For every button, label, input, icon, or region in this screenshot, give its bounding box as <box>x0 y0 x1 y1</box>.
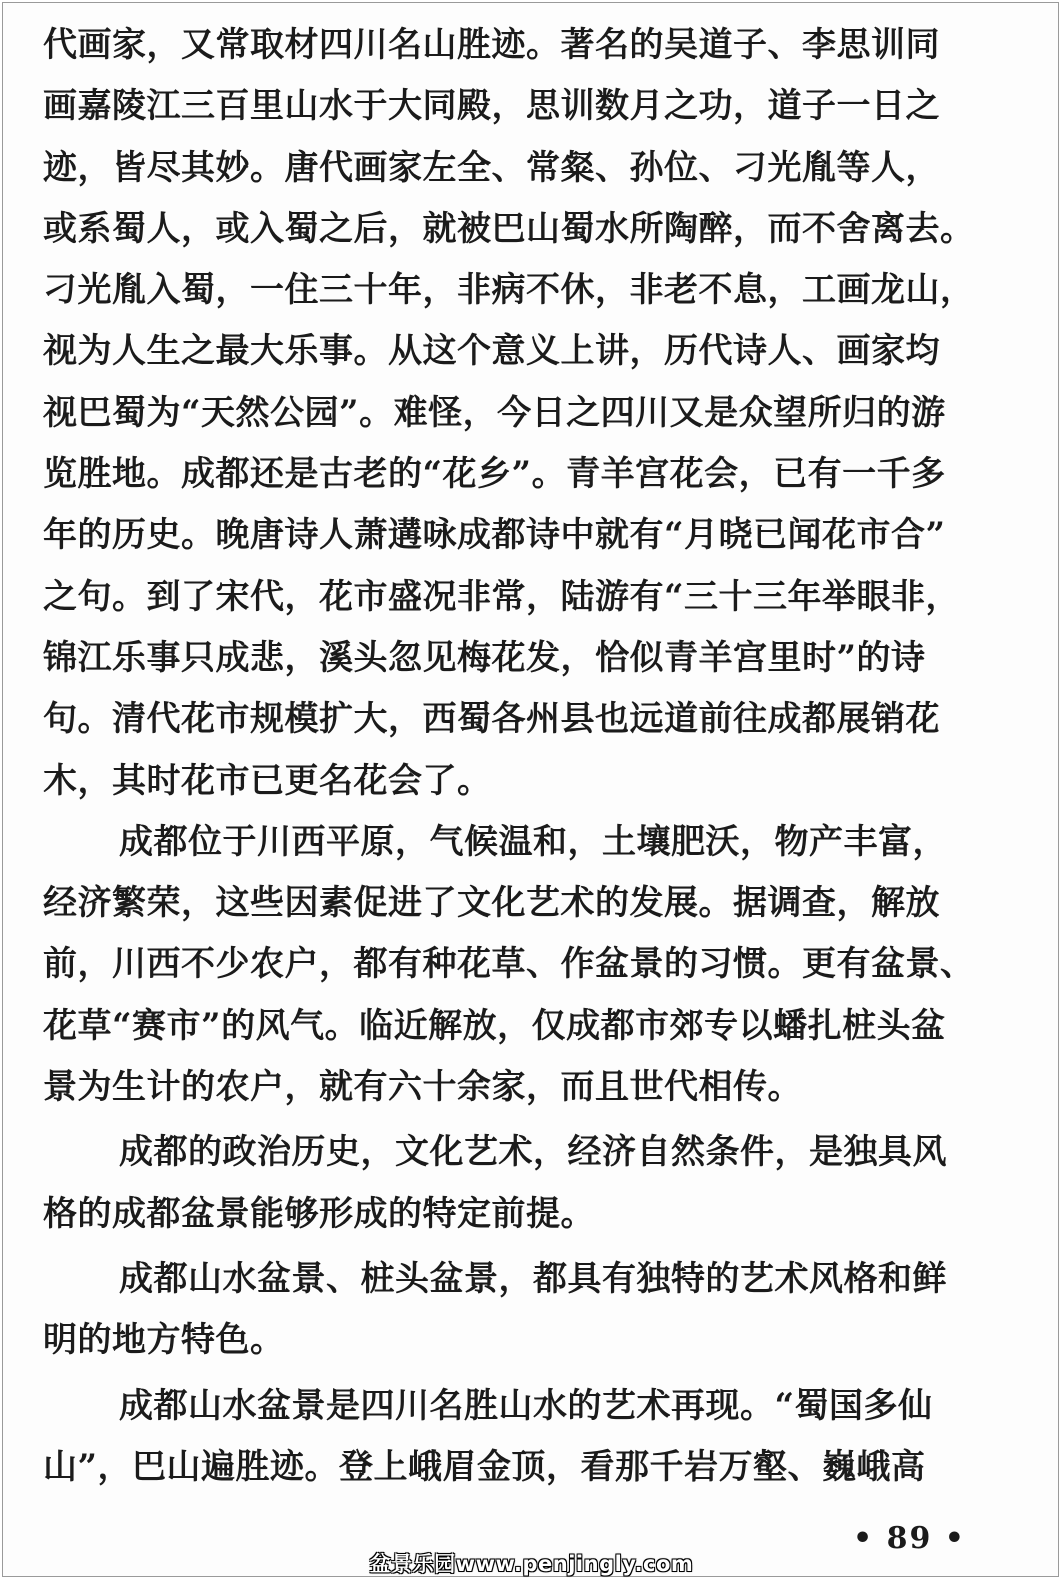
text-line: 视巴蜀为“天然公园”。难怪，今日之四川又是众望所归的游 <box>43 392 946 433</box>
paragraph-first-line: 成都山水盆景是四川名胜山水的艺术再现。“蜀国多仙 <box>119 1385 933 1426</box>
paragraph-first-line: 成都位于川西平原，气候温和，土壤肥沃，物产丰富， <box>119 821 947 862</box>
text-line: 木，其时花市已更名花会了。 <box>43 760 492 801</box>
text-line: 经济繁荣，这些因素促进了文化艺术的发展。据调查，解放 <box>43 883 940 924</box>
page-number: • 89 • <box>853 1521 966 1556</box>
text-line: 画嘉陵江三百里山水于大同殿，思训数月之功，道子一日之 <box>43 86 940 127</box>
text-line: 格的成都盆景能够形成的特定前提。 <box>43 1193 595 1234</box>
text-line: 览胜地。成都还是古老的“花乡”。青羊宫花会，已有一千多 <box>43 454 946 495</box>
text-line: 视为人生之最大乐事。从这个意义上讲，历代诗人、画家均 <box>43 331 940 372</box>
text-line: 明的地方特色。 <box>43 1320 285 1361</box>
text-line: 或系蜀人，或入蜀之后，就被巴山蜀水所陶醉，而不舍离去。 <box>43 208 975 249</box>
text-line: 前，川西不少农户，都有种花草、作盆景的习惯。更有盆景、 <box>43 944 975 985</box>
text-line: 之句。到了宋代，花市盛况非常，陆游有“三十三年举眼非， <box>43 576 961 617</box>
watermark: 盆景乐园www.penjingly.com <box>369 1552 694 1576</box>
text-line: 年的历史。晚唐诗人萧遘咏成都诗中就有“月晓已闻花市合” <box>43 515 946 556</box>
body-text <box>43 15 1013 1498</box>
paragraph-first-line: 成都的政治历史，文化艺术，经济自然条件，是独具风 <box>119 1132 947 1173</box>
text-line: 花草“赛市”的风气。临近解放，仅成都市郊专以蟠扎桩头盆 <box>43 1005 946 1046</box>
text-line: 刁光胤入蜀，一住三十年，非病不休，非老不息，工画龙山， <box>43 270 975 311</box>
text-line: 山”，巴山遍胜迹。登上峨眉金顶，看那千岩万壑、巍峨高 <box>43 1446 926 1487</box>
text-line: 景为生计的农户，就有六十余家，而且世代相传。 <box>43 1067 802 1108</box>
text-line: 锦江乐事只成悲，溪头忽见梅花发，恰似青羊宫里时”的诗 <box>43 637 926 678</box>
text-line: 代画家，又常取材四川名山胜迹。著名的吴道子、李思训同 <box>43 25 940 65</box>
text-line: 迹，皆尽其妙。唐代画家左全、常粲、孙位、刁光胤等人， <box>43 147 940 188</box>
book-page <box>2 2 1059 1577</box>
text-line: 句。清代花市规模扩大，西蜀各州县也远道前往成都展销花 <box>43 699 940 740</box>
paragraph-first-line: 成都山水盆景、桩头盆景，都具有独特的艺术风格和鲜 <box>119 1258 947 1299</box>
